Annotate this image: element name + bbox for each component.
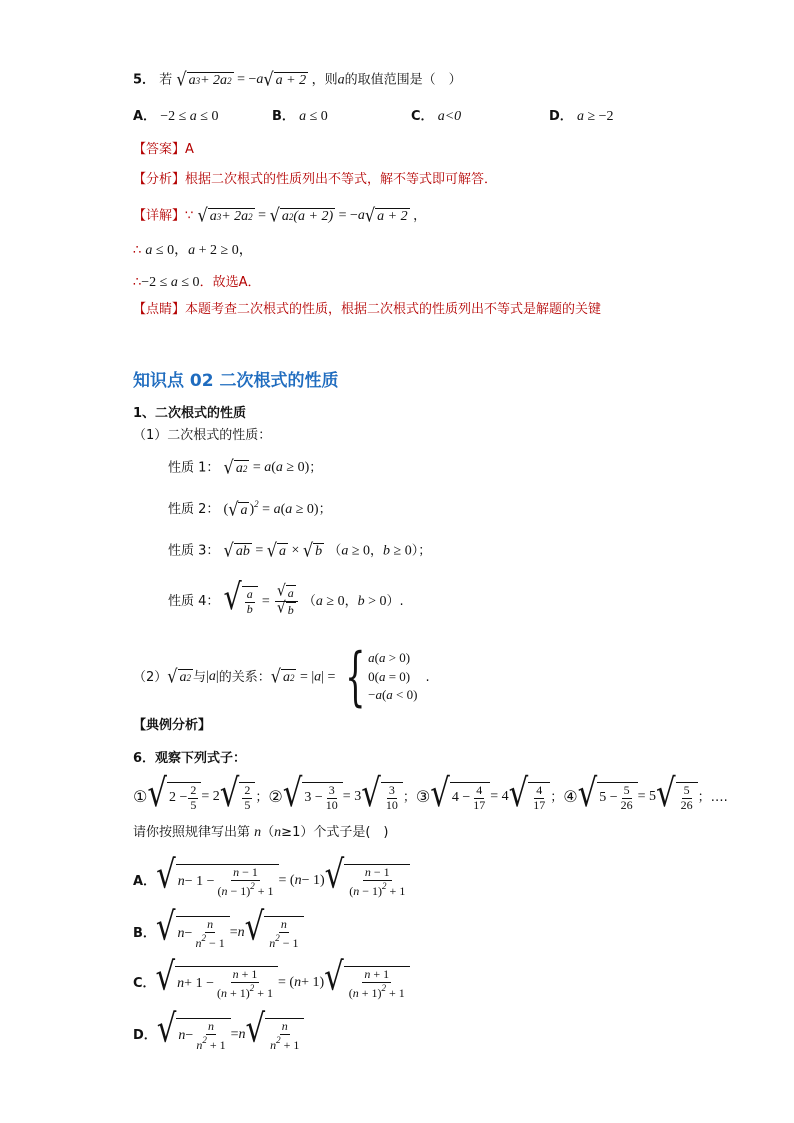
q5-number: 5．	[133, 72, 156, 88]
kp-subheading-1a: （1）二次根式的性质：	[133, 428, 272, 443]
q6-stem: 6．观察下列式子：	[133, 751, 247, 766]
property-3: 性质 3： √ ab = √ a × √ b （a ≥ 0，b ≥ 0）；	[168, 539, 432, 562]
q5-mid: ，则	[311, 72, 338, 88]
q5-answer: 【答案】A	[133, 142, 194, 157]
q5-option-a: A． −2 ≤ a ≤ 0	[133, 109, 219, 124]
example-analysis-tag: 【典例分析】	[133, 718, 212, 733]
q5-post: 的取值范围是（ ）	[344, 72, 462, 88]
sqrt-abs-relation: （2） √ a 2 与 |a| 的关系： √ a 2 = |a| = { a(a > 0) 0(a = 0) −a(a < 0) .	[133, 640, 430, 714]
q5-detail: 【详解】∵ √ a 3 + 2a 2 = √ a 2 (a + 2) = −a √ a + 2 ，	[133, 204, 427, 227]
q6-option-a: A． √ n − 1 − $\frac{n - 1}{(n - 1)^2 + 1}$ = ( n − 1) √ $\frac{n - 1}{(n - 1)^2 + 1}$	[133, 864, 410, 899]
q6-option-c: C． √ n + 1 − $\frac{n + 1}{(n + 1)^2 + 1}$ = ( n + 1) √ $\frac{n + 1}{(n + 1)^2 + 1}$	[133, 966, 410, 1001]
q5-comment: 【点睛】本题考查二次根式的性质，根据二次根式的性质列出不等式是解题的关键	[133, 302, 602, 317]
brace-symbol: {	[345, 640, 366, 714]
q5-option-b: B． a ≤ 0	[272, 109, 328, 124]
q5-option-c: C． a<0	[411, 109, 462, 124]
kp-subheading-1: 1、二次根式的性质	[133, 406, 247, 421]
q5-stem: 5． 若 √ a 3 + 2a 2 = −a √ a + 2 ，则a的取值范围是（ ）	[133, 68, 462, 91]
q5-pre: 若	[159, 72, 173, 88]
q5-equation: √ a 3 + 2a 2 = −a √ a + 2	[176, 68, 307, 91]
property-4: 性质 4： √ $\frac{a}{b}$ = √ a √ b （a ≥ 0，b > 0）.	[168, 575, 404, 618]
q6-option-b: B． √ n − $\frac{n}{n^2 - 1}$ = n √ $\frac{n}{n^2 - 1}$	[133, 916, 304, 951]
q5-analysis: 【分析】根据二次根式的性质列出不等式，解不等式即可解答．	[133, 172, 498, 187]
property-2: 性质 2： ( √ a )$^2$ = a(a ≥ 0)；	[168, 498, 332, 521]
q6-option-d: D． √ n − $\frac{n}{n^2 + 1}$ = n √ $\frac{n}{n^2 + 1}$	[133, 1018, 304, 1053]
property-1: 性质 1： √ a 2 = a(a ≥ 0)；	[168, 456, 323, 479]
q5-therefore-1: ∴ a ≤ 0，a + 2 ≥ 0，	[133, 243, 253, 258]
q6-ask: 请你按照规律写出第 n（n≥1）个式子是( )	[133, 825, 389, 840]
q6-patterns: ① √ 2 − $\frac{2}{5}$ = 2 √ $\frac{2}{5}$ ； ② √ 3 − $\frac{3}{10}$ = 3 √ $\frac{3}{10}$ ； ③ √ 4 − $\frac{4}{17}$ = 4 √ $\frac{4}{17}$ ； ④ √ 5 − $\frac{5}{26}$ = 5 √ $\frac{5}{26}$ ；….	[133, 771, 728, 817]
q5-therefore-2: ∴−2 ≤ a ≤ 0．故选A．	[133, 275, 261, 290]
knowledge-point-heading: 知识点 02 二次根式的性质	[133, 371, 339, 391]
q5-option-d: D． a ≥ −2	[549, 109, 614, 124]
